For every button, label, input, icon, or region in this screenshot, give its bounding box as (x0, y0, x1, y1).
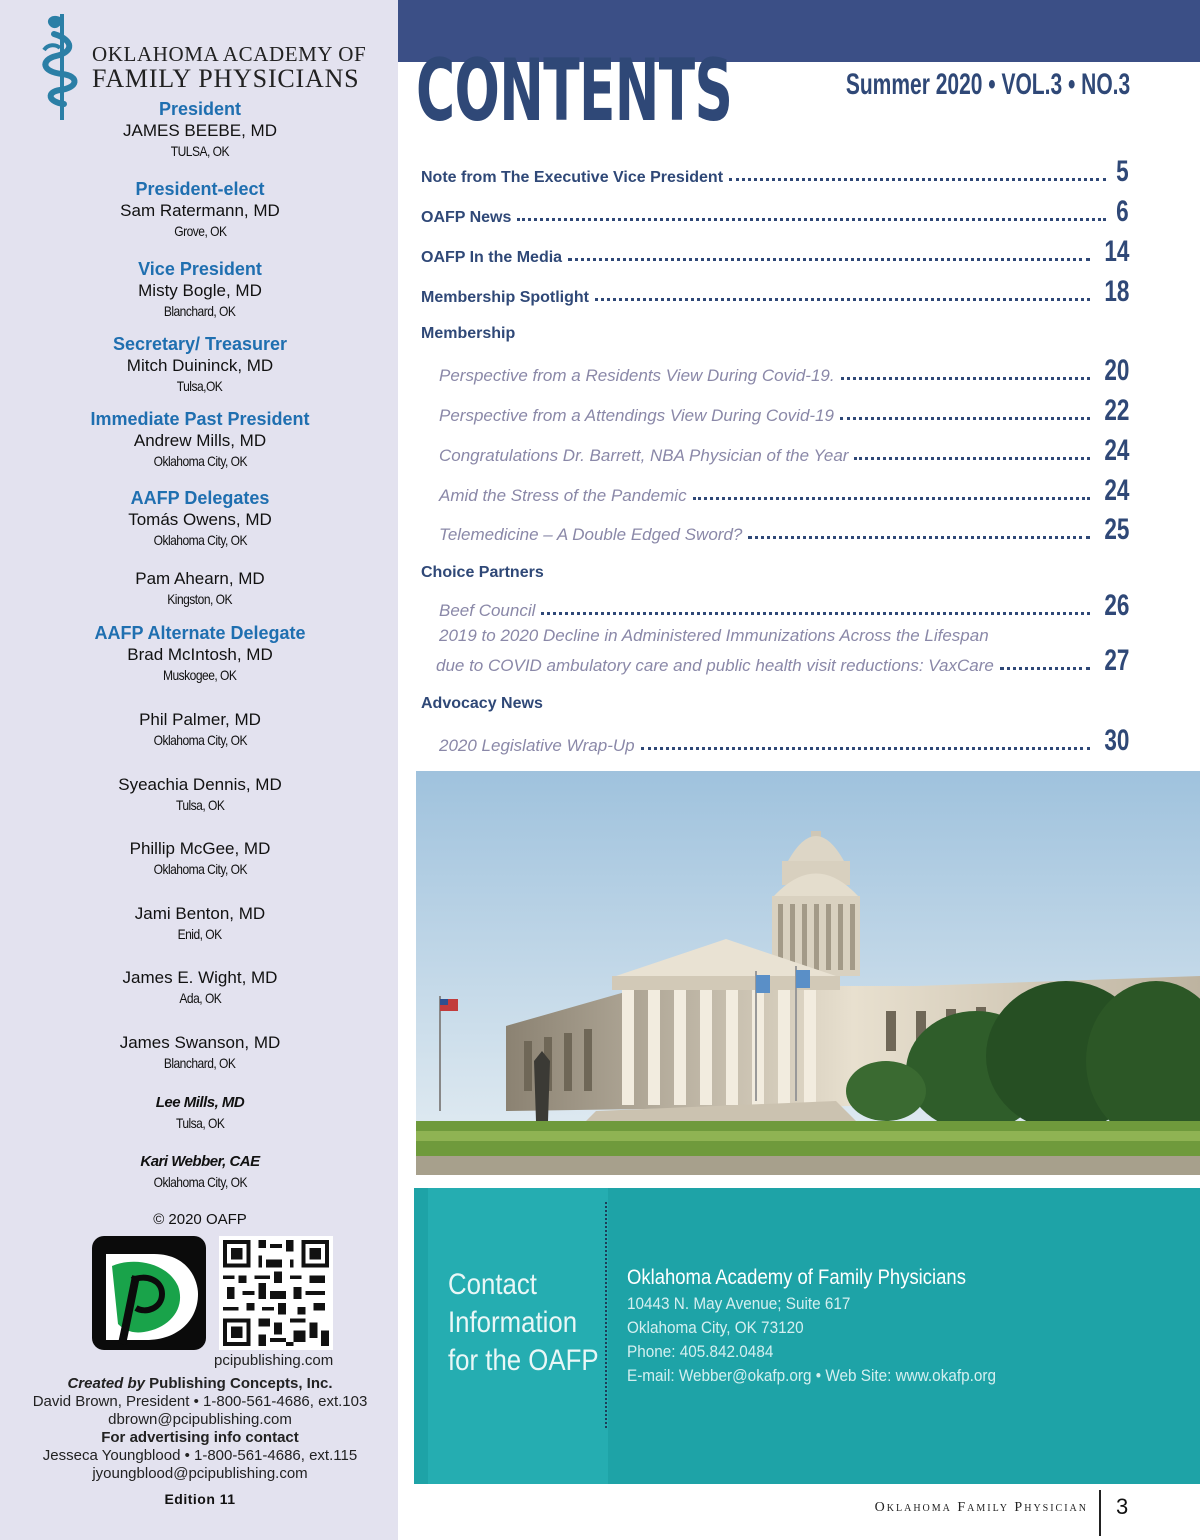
divider (605, 1202, 607, 1428)
contact-panel (414, 1188, 1200, 1484)
toc-entry-label: Perspective from a Residents View During Covid-19. (439, 366, 835, 385)
board-member (0, 838, 400, 879)
officer-name: James Swanson, MD (119, 1033, 281, 1052)
advertising-contact: Jesseca Youngblood • 1-800-561-4686, ext.115 (42, 1447, 358, 1464)
publisher-president-email[interactable]: dbrown@pcipublishing.com (108, 1411, 292, 1428)
contact-title (448, 1266, 599, 1380)
toc-entry-page: 26 (1103, 589, 1129, 622)
officer-name: Lee Mills, MD (155, 1094, 245, 1111)
board-member (0, 774, 400, 815)
board-member (0, 709, 400, 750)
toc-entry-page: 18 (1103, 275, 1129, 308)
dot-leader (568, 258, 1090, 261)
advertising-label: For advertising info contact (101, 1429, 299, 1446)
officer-role: Vice President (138, 259, 262, 279)
dot-leader (693, 497, 1090, 500)
edition-label: Edition 11 (164, 1491, 236, 1507)
contact-title-line: Contact (448, 1268, 537, 1301)
pci-logo-icon (92, 1236, 206, 1350)
toc-entry-label: Beef Council (439, 601, 536, 620)
publisher-credits (0, 1375, 400, 1483)
officer-name: Mitch Duininck, MD (126, 356, 274, 375)
toc-entry[interactable] (421, 237, 1129, 267)
officer-name: Andrew Mills, MD (133, 431, 267, 450)
toc-entry-label: Membership Spotlight (421, 289, 589, 306)
toc-entry-label: 2020 Legislative Wrap-Up (439, 736, 635, 755)
contact-title-line: Information (448, 1306, 578, 1339)
toc-entry-label: Congratulations Dr. Barrett, NBA Physician of the Year (439, 446, 849, 465)
capitol-photo (416, 771, 1200, 1175)
officer-alternate-delegate (0, 622, 400, 685)
toc-entry-label: OAFP News (421, 209, 512, 226)
officer-city: Grove, OK (173, 223, 227, 239)
toc-subentry[interactable] (436, 646, 1129, 676)
toc-entry-page: 27 (1103, 644, 1129, 677)
toc-entry-page: 14 (1103, 235, 1129, 268)
toc-entry-page: 6 (1116, 195, 1129, 228)
officer-city: Tulsa, OK (175, 797, 225, 813)
publisher-company: Publishing Concepts, Inc. (149, 1375, 333, 1392)
logo-line-2: FAMILY PHYSICIANS (92, 64, 360, 93)
officer-role: President-elect (135, 179, 265, 199)
dot-leader (748, 536, 1089, 539)
board-member (0, 903, 400, 944)
toc-entry-page: 24 (1103, 434, 1129, 467)
toc-entry[interactable] (421, 197, 1129, 227)
section-heading-choice-partners: Choice Partners (421, 564, 544, 581)
dot-leader (517, 218, 1106, 221)
toc-subentry[interactable] (439, 476, 1129, 506)
officer-city: Blanchard, OK (164, 303, 236, 319)
officer-name: Brad McIntosh, MD (127, 645, 273, 664)
officer-name: Jami Benton, MD (134, 904, 266, 923)
contact-address-2: Oklahoma City, OK 73120 (627, 1318, 804, 1337)
officer-name: Tomás Owens, MD (128, 510, 272, 529)
contact-org: Oklahoma Academy of Family Physicians (627, 1266, 966, 1289)
section-heading-advocacy-news: Advocacy News (421, 695, 543, 712)
toc-entry[interactable] (421, 157, 1129, 187)
officer-city: Muskogee, OK (163, 667, 237, 683)
toc-entry-page: 24 (1103, 474, 1129, 507)
officer-name: Phil Palmer, MD (139, 710, 261, 729)
officer-role: President (158, 99, 242, 119)
officer-name: Syeachia Dennis, MD (118, 775, 282, 794)
officer-aafp-delegate-2 (0, 568, 400, 609)
officer-city: Oklahoma City, OK (153, 861, 247, 877)
dot-leader (595, 298, 1090, 301)
toc-entry-label: Perspective from a Attendings View During Covid-19 (439, 406, 834, 425)
board-member (0, 1032, 400, 1073)
staff-member (0, 1151, 400, 1192)
dot-leader (840, 417, 1090, 420)
officer-city: Oklahoma City, OK (153, 732, 247, 748)
toc-entry[interactable] (421, 277, 1129, 307)
officer-name: James E. Wight, MD (122, 968, 278, 987)
dot-leader (854, 457, 1089, 460)
officer-name: Misty Bogle, MD (138, 281, 262, 300)
officer-secretary-treasurer (0, 333, 400, 396)
contact-phone[interactable]: Phone: 405.842.0484 (627, 1342, 774, 1361)
officer-past-president (0, 408, 400, 471)
toc-entry-label: Amid the Stress of the Pandemic (439, 486, 687, 505)
officer-role: Secretary/ Treasurer (112, 334, 288, 354)
toc-subentry[interactable] (439, 515, 1129, 545)
toc-entry-label: OAFP In the Media (421, 249, 563, 266)
toc-subentry[interactable] (439, 726, 1129, 756)
toc-entry-page: 5 (1116, 155, 1129, 188)
officer-city: Ada, OK (179, 990, 221, 1006)
toc-subentry[interactable] (439, 591, 1129, 621)
contact-title-line: for the OAFP (448, 1344, 599, 1377)
section-heading-membership: Membership (421, 325, 516, 342)
page-title: CONTENTS (416, 41, 733, 141)
logo-line-1: OKLAHOMA ACADEMY OF (92, 42, 367, 66)
officer-name: Sam Ratermann, MD (120, 201, 280, 220)
officer-city: Blanchard, OK (164, 1055, 236, 1071)
officer-name: Pam Ahearn, MD (135, 569, 265, 588)
toc-entry-label: Telemedicine – A Double Edged Sword? (439, 525, 743, 544)
created-by-label: Created by (67, 1375, 145, 1392)
toc-entry-page: 22 (1103, 394, 1129, 427)
toc-entry-label-line1[interactable]: 2019 to 2020 Decline in Administered Immunizations Across the Lifespan (439, 626, 989, 645)
toc-entry-label-line2: due to COVID ambulatory care and public health visit reductions: VaxCare (436, 656, 994, 675)
toc-entry-label: Note from The Executive Vice President (421, 169, 724, 186)
officer-city: Oklahoma City, OK (153, 532, 247, 548)
officer-name: JAMES BEEBE, MD (123, 121, 277, 140)
sidebar (0, 0, 398, 1540)
officer-name: Kari Webber, CAE (140, 1153, 260, 1170)
officer-vice-president (0, 258, 400, 321)
officer-city: Tulsa,OK (177, 378, 223, 394)
dot-leader (729, 178, 1106, 181)
toc-subentry[interactable] (439, 356, 1129, 386)
dot-leader (1000, 667, 1090, 670)
officer-city: Enid, OK (177, 926, 223, 942)
staff-member (0, 1092, 400, 1133)
officer-president-elect (0, 178, 400, 241)
advertising-email[interactable]: jyoungblood@pcipublishing.com (92, 1465, 308, 1482)
officer-name: Phillip McGee, MD (129, 839, 271, 858)
dot-leader (841, 377, 1090, 380)
publisher-url[interactable]: pcipublishing.com (214, 1352, 334, 1369)
publication-name: Oklahoma Family Physician (874, 1500, 1088, 1515)
board-member (0, 967, 400, 1008)
footer-divider (1099, 1490, 1101, 1536)
dot-leader (641, 747, 1090, 750)
contact-email-web[interactable]: E-mail: Webber@okafp.org • Web Site: www.okafp.org (627, 1366, 996, 1385)
contact-address-1: 10443 N. May Avenue; Suite 617 (627, 1294, 851, 1313)
officer-city: Oklahoma City, OK (153, 1174, 247, 1190)
officer-president (0, 98, 400, 161)
officer-city: TULSA, OK (170, 143, 230, 159)
officer-role: AAFP Delegates (130, 488, 270, 508)
toc-subentry[interactable] (439, 396, 1129, 426)
publisher-president: David Brown, President • 1-800-561-4686, ext.103 (32, 1393, 368, 1410)
qr-code-icon[interactable] (219, 1236, 333, 1350)
toc-entry-page: 30 (1103, 724, 1129, 757)
officer-city: Oklahoma City, OK (153, 453, 247, 469)
page-number: 3 (1116, 1494, 1129, 1519)
issue-label: Summer 2020 • VOL.3 • NO.3 (845, 68, 1130, 101)
officer-role: AAFP Alternate Delegate (94, 623, 306, 643)
officer-role: Immediate Past President (90, 409, 310, 429)
officer-aafp-delegate (0, 487, 400, 550)
officer-city: Tulsa, OK (175, 1115, 225, 1131)
dot-leader (541, 612, 1089, 615)
toc-entry-page: 25 (1103, 513, 1129, 546)
copyright: © 2020 OAFP (153, 1211, 247, 1228)
officer-city: Kingston, OK (167, 591, 233, 607)
toc-subentry[interactable] (439, 436, 1129, 466)
toc-entry-page: 20 (1103, 354, 1129, 387)
